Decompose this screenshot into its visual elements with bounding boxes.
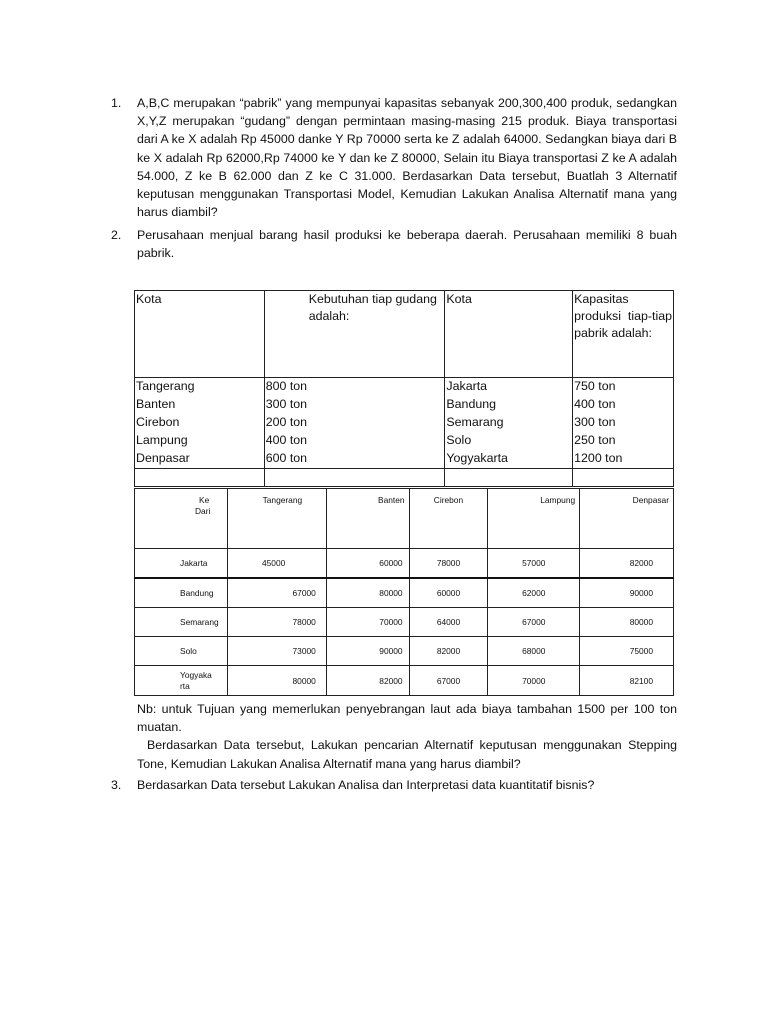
cost-cell: 78000 xyxy=(409,549,488,579)
question-text: Berdasarkan Data tersebut Lakukan Analisa dan Interpretasi data kuantitatif bisnis? xyxy=(137,778,595,792)
table-cell: 200 ton xyxy=(264,414,445,432)
empty-cell xyxy=(573,469,674,487)
row-label: Semarang xyxy=(135,608,228,637)
table-cell: Yogyakarta xyxy=(445,450,573,469)
table-cell: Bandung xyxy=(445,396,573,414)
corner-to-label: Ke xyxy=(199,495,210,505)
table-cell: 250 ton xyxy=(573,432,674,450)
table-row xyxy=(135,396,674,414)
question-number: 3. xyxy=(111,778,122,792)
cost-row xyxy=(135,637,674,666)
cost-cell: 75000 xyxy=(580,637,674,666)
column-header: Denpasar xyxy=(580,489,674,549)
table-cell: 1200 ton xyxy=(573,450,674,469)
cost-cell: 67000 xyxy=(227,578,326,608)
cost-cell: 78000 xyxy=(227,608,326,637)
empty-cell xyxy=(445,469,573,487)
cost-cell: 80000 xyxy=(326,578,409,608)
column-header: Banten xyxy=(326,489,409,549)
transport-cost-table xyxy=(134,488,674,696)
cost-cell: 80000 xyxy=(580,608,674,637)
cost-cell: 67000 xyxy=(488,608,580,637)
table-row xyxy=(135,432,674,450)
cost-row xyxy=(135,549,674,579)
table-row xyxy=(135,450,674,469)
question-text: A,B,C merupakan “pabrik” yang mempunyai kapasitas sebanyak 200,300,400 produk, sedangkan X,Y,Z merupakan “gudang” dengan permintaan masing-masing 215 produk. Biaya transportasi dari A ke X adalah Rp 45000 danke Y Rp 70000 serta ke Z adalah 64000. Sedangkan biaya dari B ke X adalah Rp 62000,Rp 74000 ke Y dan ke Z 80000, Selain itu Biaya transportasi Z ke A adalah 54.000, Z ke B 62.000 dan Z ke C 31.000. Berdasarkan Data tersebut, Buatlah 3 Alternatif keputusan menggunakan Transportasi Model, Kemudian Lakukan Analisa Alternatif mana yang harus diambil? xyxy=(137,96,677,220)
row-label: Jakarta xyxy=(135,549,228,579)
table-row xyxy=(135,414,674,432)
cost-row xyxy=(135,578,674,608)
instruction-text: Berdasarkan Data tersebut, Lakukan pencarian Alternatif keputusan menggunakan Stepping Tone, Kemudian Lakukan Analisa Alternatif mana yang harus diambil? xyxy=(137,738,677,771)
table-cell: Jakarta xyxy=(445,378,573,397)
note-text: Nb: untuk Tujuan yang memerlukan penyebrangan laut ada biaya tambahan 1500 per 100 ton muatan. xyxy=(137,702,677,735)
table-cell: 400 ton xyxy=(573,396,674,414)
table-cell: Cirebon xyxy=(135,414,265,432)
cost-cell: 80000 xyxy=(227,666,326,696)
table-row xyxy=(135,378,674,397)
column-header: Cirebon xyxy=(409,489,488,549)
empty-cell xyxy=(264,469,445,487)
question-text: Perusahaan menjual barang hasil produksi ke beberapa daerah. Perusahaan memiliki 8 buah pabrik. xyxy=(137,228,677,261)
table-header-row xyxy=(135,291,674,378)
cost-cell: 57000 xyxy=(488,549,580,579)
row-label xyxy=(135,666,228,696)
table-cell: Banten xyxy=(135,396,265,414)
cost-cell: 73000 xyxy=(227,637,326,666)
cost-cell: 62000 xyxy=(488,578,580,608)
table-cell: Semarang xyxy=(445,414,573,432)
question-number: 1. xyxy=(111,96,122,110)
question-1 xyxy=(111,94,677,221)
cost-cell: 82100 xyxy=(580,666,674,696)
table-cell: 750 ton xyxy=(573,378,674,397)
table-cell: Tangerang xyxy=(135,378,265,397)
table-cell: 300 ton xyxy=(264,396,445,414)
cost-cell: 82000 xyxy=(326,666,409,696)
header-cell: Kota xyxy=(135,291,265,378)
table-cell: Solo xyxy=(445,432,573,450)
cost-cell: 45000 xyxy=(227,549,326,579)
table-cell: Lampung xyxy=(135,432,265,450)
empty-cell xyxy=(135,469,265,487)
cost-row xyxy=(135,666,674,696)
cost-cell: 82000 xyxy=(409,637,488,666)
cost-cell: 70000 xyxy=(326,608,409,637)
table-cell: 400 ton xyxy=(264,432,445,450)
cost-cell: 60000 xyxy=(326,549,409,579)
cost-cell: 82000 xyxy=(580,549,674,579)
table-spacer-row xyxy=(135,469,674,487)
column-header: Tangerang xyxy=(227,489,326,549)
column-header: Lampung xyxy=(488,489,580,549)
cost-cell: 90000 xyxy=(580,578,674,608)
corner-cell xyxy=(135,489,228,549)
cost-cell: 68000 xyxy=(488,637,580,666)
table-cell: Denpasar xyxy=(135,450,265,469)
cost-cell: 60000 xyxy=(409,578,488,608)
header-cell xyxy=(264,291,445,378)
table-cell: 300 ton xyxy=(573,414,674,432)
row-label: Solo xyxy=(135,637,228,666)
corner-from-label: Dari xyxy=(195,506,211,516)
cost-cell: 64000 xyxy=(409,608,488,637)
cost-cell: 90000 xyxy=(326,637,409,666)
capacity-demand-table xyxy=(134,290,674,487)
cost-header-row xyxy=(135,489,674,549)
note-block xyxy=(137,700,677,773)
cost-cell: 70000 xyxy=(488,666,580,696)
question-3 xyxy=(111,776,677,794)
header-cell: Kota xyxy=(445,291,573,378)
cost-row xyxy=(135,608,674,637)
question-number: 2. xyxy=(111,228,122,242)
header-text: Kebutuhan tiap gudang adalah: xyxy=(308,292,437,323)
table-cell: 600 ton xyxy=(264,450,445,469)
header-cell: Kapasitas produksi tiap-tiap pabrik adalah: xyxy=(573,291,674,378)
cost-cell: 67000 xyxy=(409,666,488,696)
table-cell: 800 ton xyxy=(264,378,445,397)
row-label-text: Yogyakarta xyxy=(180,669,212,691)
question-2 xyxy=(111,226,677,262)
row-label: Bandung xyxy=(135,578,228,608)
